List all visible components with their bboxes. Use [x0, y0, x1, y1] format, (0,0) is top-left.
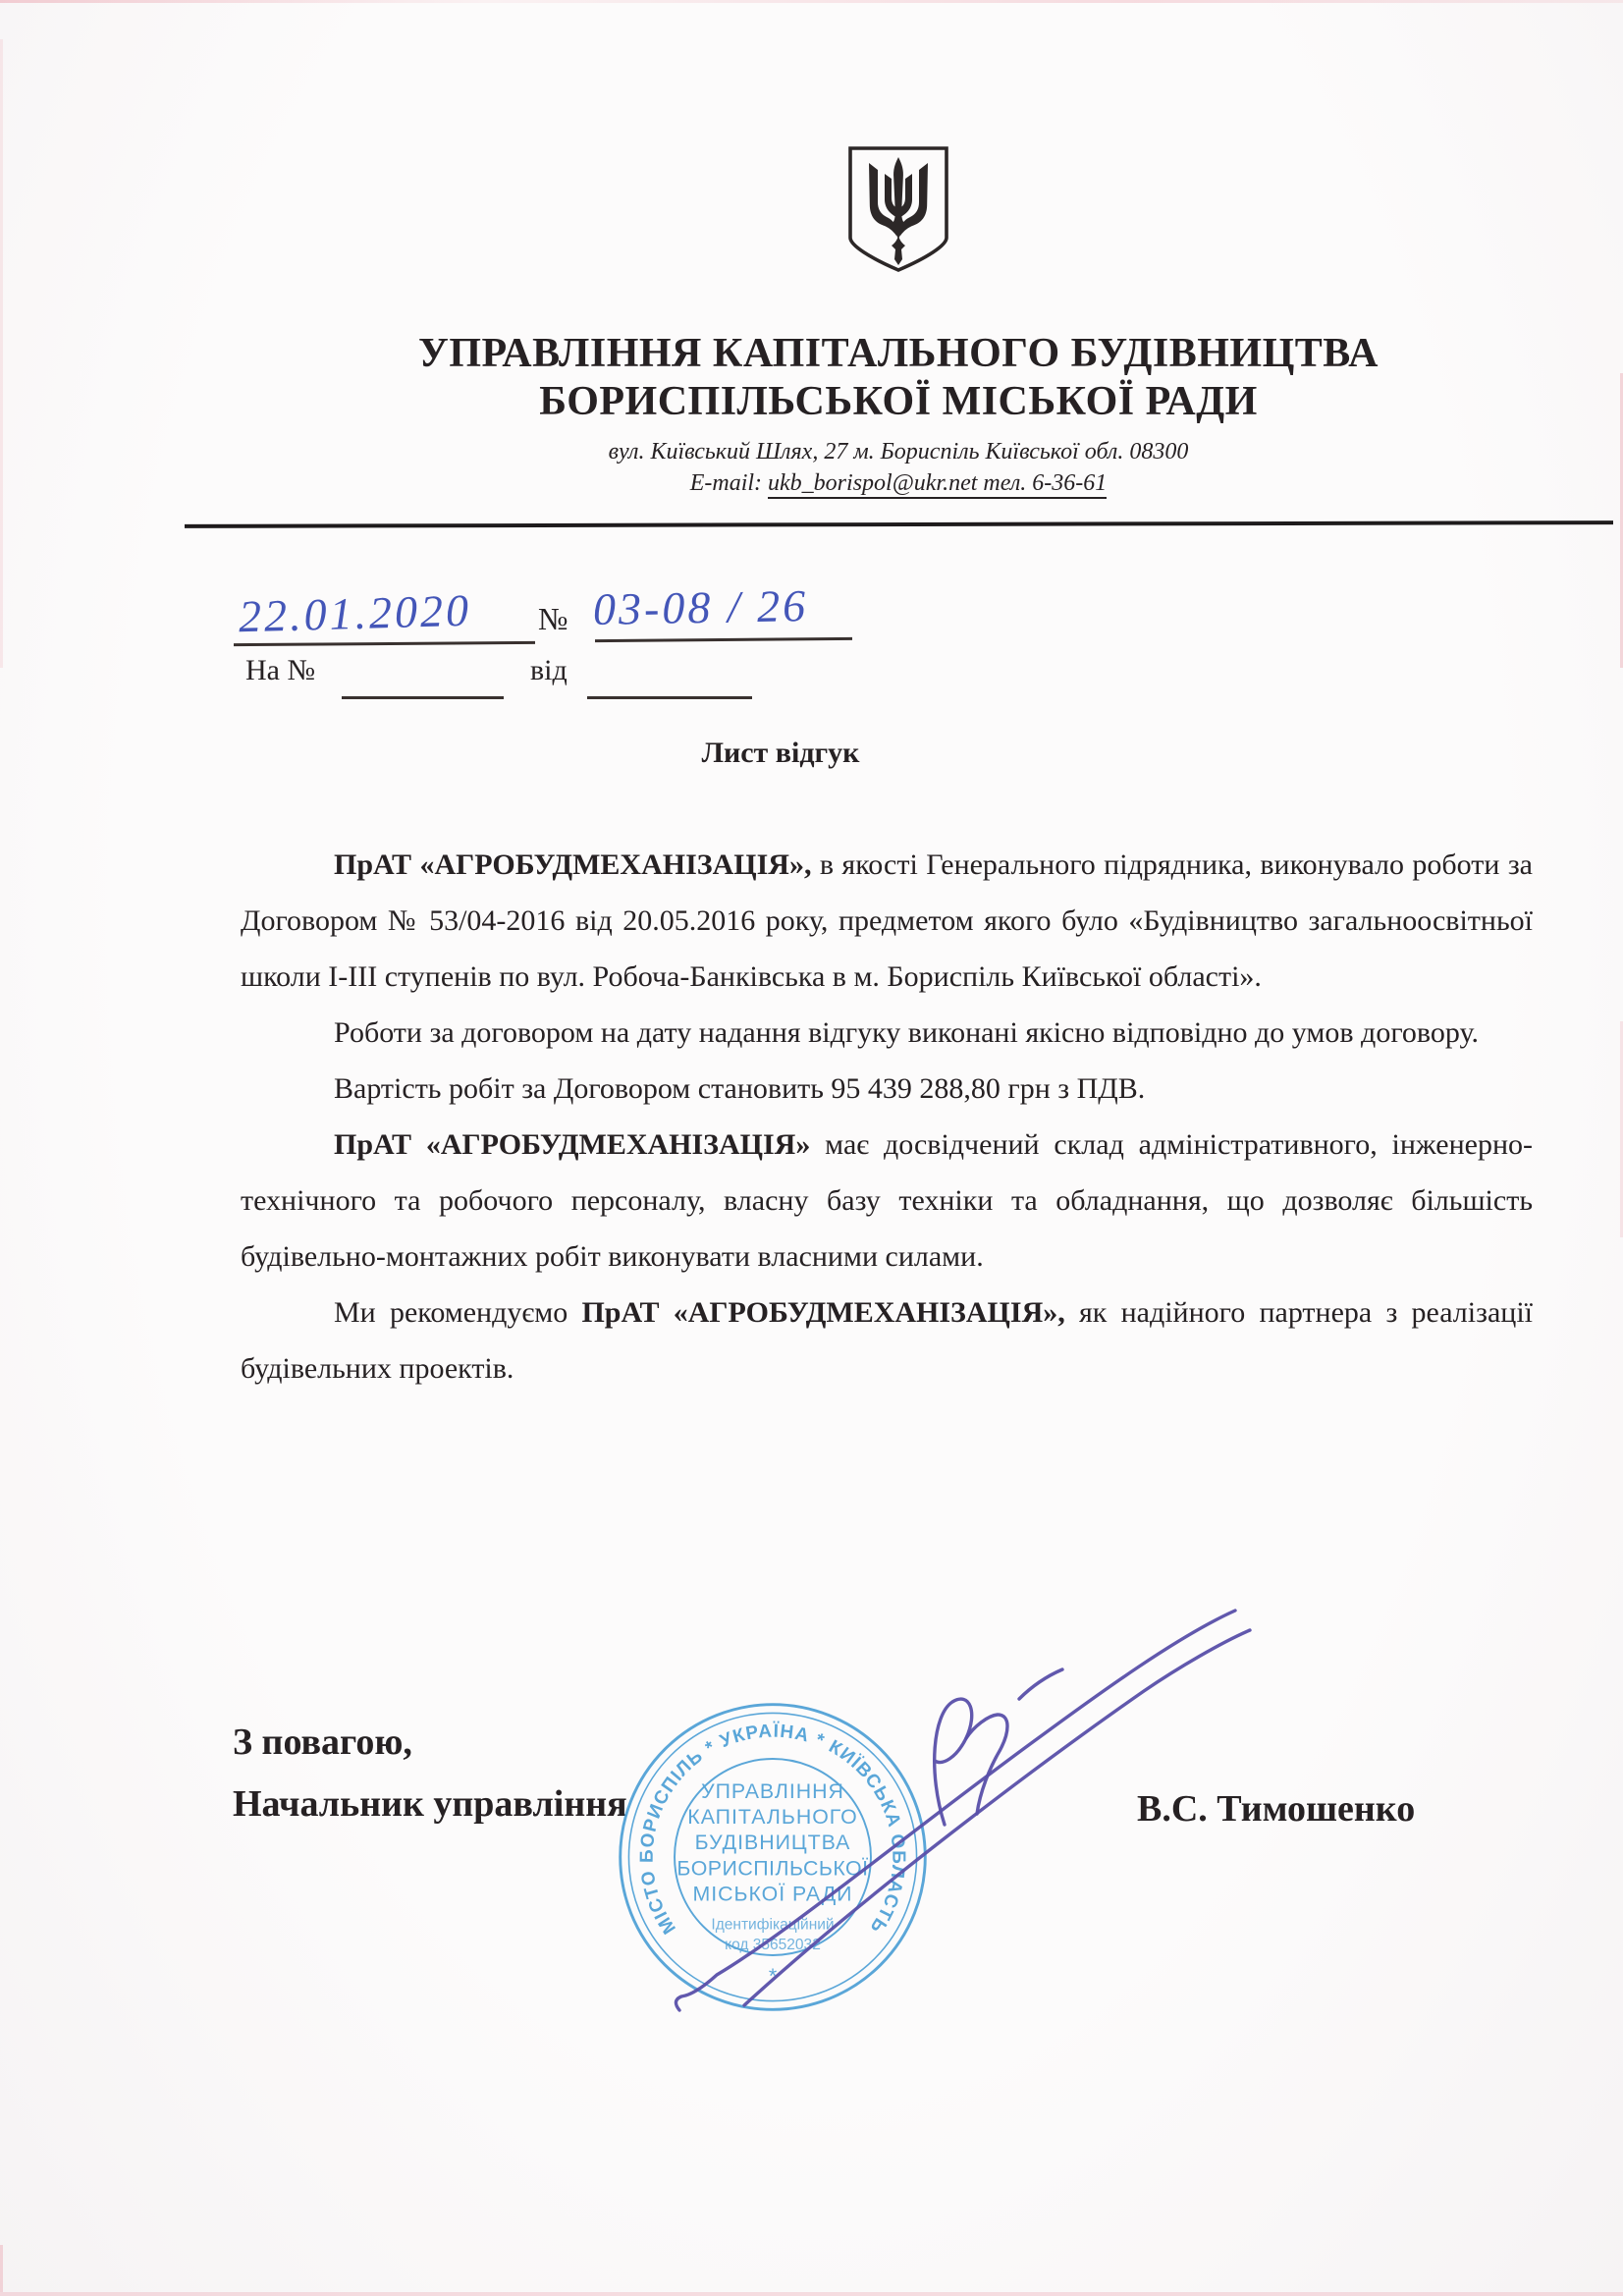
- number-sign: №: [538, 601, 568, 636]
- body-paragraph: Ми рекомендуємо ПрАТ «АГРОБУДМЕХАНІЗАЦІЯ», як надійного партнера з реалізації будівельних проектів.: [241, 1296, 1533, 1385]
- scan-edge-artifact: [0, 2245, 3, 2292]
- signer-position: Начальник управління: [233, 1783, 627, 1825]
- reply-date-blank-line: [587, 696, 752, 699]
- letter-title: Лист відгук: [701, 737, 860, 769]
- stamp-center-line: БУДІВНИЦТВА: [694, 1831, 851, 1855]
- email-line: [241, 470, 1556, 497]
- closing-salutation: З повагою,: [233, 1722, 412, 1763]
- stamp-ring-text: МІСТО БОРИСПІЛЬ * УКРАЇНА * КИЇВСЬКА ОБЛАСТЬ: [636, 1721, 909, 1938]
- handwritten-date: 22.01.2020: [238, 584, 472, 642]
- reply-number-label: На №: [245, 654, 316, 686]
- org-name: [241, 330, 1556, 426]
- stamp-center-line: КАПІТАЛЬНОГО: [687, 1805, 858, 1830]
- header-divider: [185, 520, 1613, 528]
- handwritten-doc-number: 03-08 / 26: [592, 580, 809, 634]
- stamp-center-line: БОРИСПІЛЬСЬКОЇ: [676, 1856, 869, 1881]
- reply-date-label: від: [530, 654, 568, 686]
- reply-number-blank-line: [342, 696, 504, 699]
- date-underline: [234, 641, 535, 646]
- scan-edge-artifact: [0, 39, 3, 668]
- org-name-line2: БОРИСПІЛЬСЬКОЇ МІСЬКОЇ РАДИ: [539, 379, 1258, 424]
- email-value: ukb_borispol@ukr.net тел. 6-36-61: [768, 470, 1107, 499]
- body-paragraph: ПрАТ «АГРОБУДМЕХАНІЗАЦІЯ» має досвідчений склад адміністративного, інженерно-технічного та робочого персоналу, власну базу техніки та обладнання, що дозволяє більшість будівельно-монтажних робіт виконувати власними силами.: [241, 1128, 1533, 1273]
- body-paragraph: Роботи за договором на дату надання відгуку виконані якісно відповідно до умов договору.: [334, 1016, 1479, 1049]
- stamp-center-line: МІСЬКОЇ РАДИ: [692, 1882, 853, 1906]
- email-label: E-mail:: [689, 470, 769, 496]
- trident-emblem: [845, 143, 951, 275]
- stamp-center-line: УПРАВЛІННЯ: [701, 1778, 844, 1803]
- signer-name: В.С. Тимошенко: [1137, 1788, 1416, 1830]
- stamp-id-label: Ідентифікаційний: [711, 1916, 835, 1934]
- address-line: вул. Київський Шлях, 27 м. Бориспіль Київської обл. 08300: [608, 439, 1189, 465]
- stamp-id-code: код 35652032: [725, 1937, 821, 1954]
- stamp-bottom-star: *: [768, 1964, 778, 1989]
- scan-edge-artifact: [0, 0, 1623, 3]
- body-paragraph: Вартість робіт за Договором становить 95 439 288,80 грн з ПДВ.: [334, 1072, 1146, 1105]
- body-paragraph: ПрАТ «АГРОБУДМЕХАНІЗАЦІЯ», в якості Генерального підрядника, виконувало роботи за Договором № 53/04-2016 від 20.05.2016 року, предметом якого було «Будівництво загальноосвітньої школи І-ІІІ ступенів по вул. Робоча-Банківська в м. Бориспіль Київської області».: [241, 848, 1534, 993]
- number-underline: [595, 637, 852, 642]
- org-name-line1: УПРАВЛІННЯ КАПІТАЛЬНОГО БУДІВНИЦТВА: [418, 331, 1379, 376]
- scan-edge-artifact: [0, 2292, 1623, 2296]
- letter-body: [241, 837, 1533, 1396]
- handwritten-signature: [628, 1571, 1276, 2033]
